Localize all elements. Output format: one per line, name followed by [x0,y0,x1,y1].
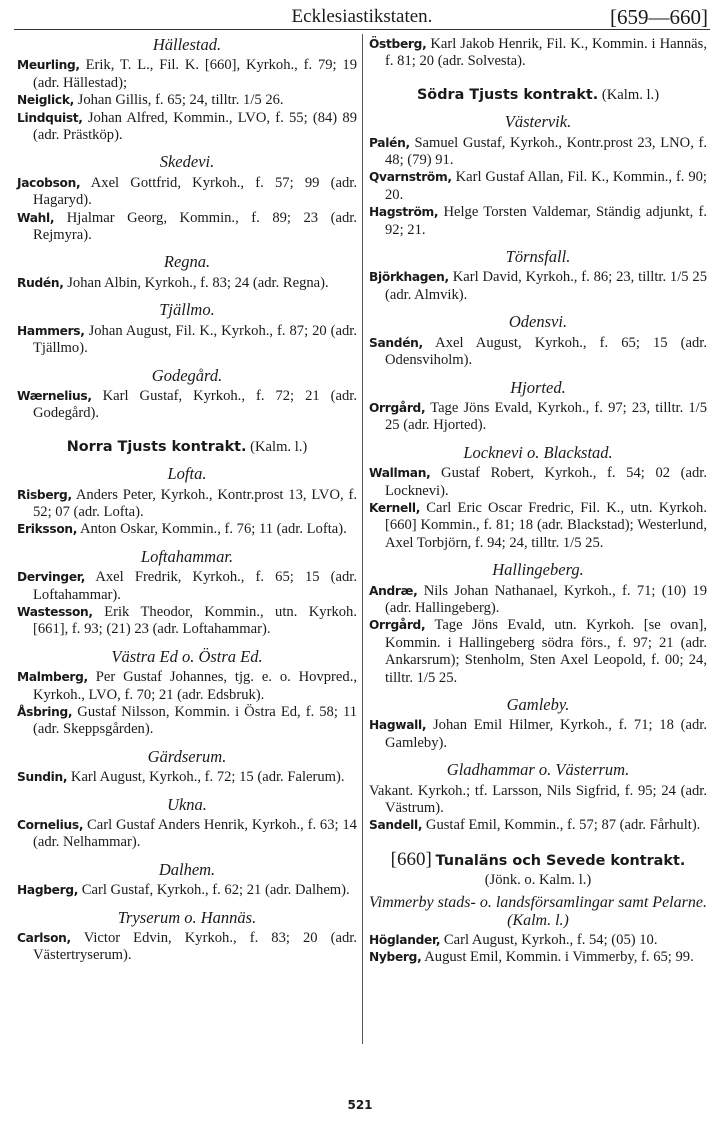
clergy-entry [369,400,707,435]
clergy-name: Dervinger, [17,570,86,585]
clergy-name: Hagström, [369,205,439,220]
clergy-entry [17,110,357,145]
clergy-details: Karl Gustaf, Kyrkoh., f. 72; 21 (adr. Godegård). [33,387,357,422]
clergy-name: Jacobson, [17,175,81,190]
clergy-entry [17,92,357,109]
clergy-entry [17,817,357,852]
parish-heading: Loftahammar. [140,546,234,566]
kontrakt-heading [369,848,707,870]
clergy-entry [369,135,707,170]
page-number: 521 [347,1098,373,1112]
clergy-details: Gustaf Emil, Kommin., f. 57; 87 (adr. Fårhult). [425,817,701,834]
clergy-details: Anders Peter, Kyrkoh., Kontr.prost 13, LVO, f. 52; 07 (adr. Lofta). [33,486,357,520]
clergy-details: Erik, T. L., Fil. K. [660], Kyrkoh., f. 79; 19 (adr. Hällestad); [33,57,357,91]
clergy-name: Orrgård, [369,400,426,415]
clergy-name: Cornelius, [17,818,84,833]
clergy-name: Eriksson, [17,522,78,537]
right-column [369,36,707,966]
clergy-name: Björkhagen, [369,270,449,285]
clergy-entry [369,717,707,752]
running-title: Ecklesiastikstaten. [291,6,433,27]
clergy-name: Wærnelius, [17,388,92,403]
clergy-name: Åsbring, [17,705,73,719]
clergy-details: Johan Gillis, f. 65; 24, tilltr. 1/5 26. [77,92,284,109]
parish-heading: Gärdserum. [147,746,227,766]
kontrakt-heading [17,439,357,456]
clergy-entry [369,169,707,204]
clergy-name: Carlson, [17,931,71,946]
clergy-entry [17,604,357,639]
clergy-details: Tage Jöns Evald, utn. Kyrkoh. [se ovan], Kommin. i Hallingeberg södra förs., f. 97; 21 (adr. Ankarsrum); Stenholm, Sten Axel Leopold, f. 00; 24, tilltr. 1/5 25. [385,617,708,686]
clergy-name: Hammers, [17,323,85,338]
clergy-entry [369,783,707,818]
clergy-entry [17,704,357,739]
kontrakt-page-marker: [660] [390,848,432,870]
left-column [17,36,357,965]
clergy-details: Vakant. Kyrkoh.; tf. Larsson, Nils Sigfrid, f. 95; 24 (adr. Västrum). [369,782,707,817]
parish-heading: Dalhem. [158,859,216,879]
clergy-details: Anton Oskar, Kommin., f. 76; 11 (adr. Lofta). [79,521,347,538]
clergy-details: Carl Gustaf Anders Henrik, Kyrkoh., f. 63; 14 (adr. Nelhammar). [33,817,357,851]
clergy-details: Axel August, Kyrkoh., f. 65; 15 (adr. Odensviholm). [385,334,707,369]
clergy-details: Carl Eric Oscar Fredric, Fil. K., utn. Kyrkoh. [660] Kommin., f. 81; 18 (adr. Blackstad); Westerlund, Axel Torbjörn, f. 94; 24, tilltr. 1/5 25. [385,499,707,551]
clergy-name: Wahl, [17,210,55,225]
clergy-entry [17,521,357,538]
clergy-name: Sundin, [17,770,68,785]
clergy-details: Johan Alfred, Kommin., LVO, f. 55; (84) 89 (adr. Prästköp). [33,109,357,144]
clergy-details: Per Gustaf Johannes, tjg. e. o. Hovpred., Kyrkoh., LVO, f. 70; 21 (adr. Edsbruk). [33,669,357,703]
clergy-name: Sandell, [369,818,423,833]
clergy-details: Karl Jakob Henrik, Fil. K., Kommin. i Hannäs, f. 81; 20 (adr. Solvesta). [385,36,707,70]
parish-heading: Gladhammar o. Västerrum. [446,760,630,780]
clergy-name: Malmberg, [17,670,88,685]
parish-heading: Gamleby. [506,695,570,714]
parish-heading: Skedevi. [159,152,215,172]
clergy-entry [17,275,357,292]
clergy-details: Helge Torsten Valdemar, Ständig adjunkt, f. 92; 21. [385,204,707,238]
kontrakt-county: (Kalm. l.) [250,438,308,455]
page-range: [659—660] [610,5,708,29]
clergy-entry [17,487,357,522]
clergy-details: Hjalmar Georg, Kommin., f. 89; 23 (adr. Rejmyra). [33,209,357,244]
clergy-entry [17,569,357,604]
clergy-name: Meurling, [17,58,80,73]
clergy-entry [369,617,707,687]
parish-heading: Hjorted. [510,377,566,397]
clergy-details: Erik Theodor, Kommin., utn. Kyrkoh. [661], f. 93; (21) 23 (adr. Loftahammar). [33,603,357,638]
kontrakt-title: Tunaläns och Sevede kontrakt. [435,852,686,869]
clergy-entry [369,583,707,618]
clergy-entry [17,323,357,358]
clergy-entry [17,57,357,92]
clergy-details: Tage Jöns Evald, Kyrkoh., f. 97; 23, tilltr. 1/5 25 (adr. Hjorted). [385,399,707,434]
clergy-name: Qvarnström, [369,170,452,185]
section-subtitle: Vimmerby stads- o. landsförsamlingar samt Pelarne. (Kalm. l.) [369,893,707,929]
clergy-name: Rudén, [17,275,64,290]
clergy-name: Sandén, [369,335,423,350]
kontrakt-title: Södra Tjusts kontrakt. [416,86,599,103]
clergy-name: Neiglick, [17,93,74,108]
parish-heading: Tjällmo. [159,300,215,320]
clergy-details: Axel Gottfrid, Kyrkoh., f. 57; 99 (adr. Hagaryd). [33,174,357,209]
parish-heading: Västervik. [504,112,572,132]
clergy-entry [369,335,707,370]
clergy-entry [17,882,357,899]
clergy-name: Hagberg, [17,883,79,898]
clergy-details: Axel Fredrik, Kyrkoh., f. 65; 15 (adr. Loftahammar). [33,569,357,603]
parish-heading: Odensvi. [508,312,568,332]
clergy-entry [369,204,707,239]
parish-heading: Tryserum o. Hannäs. [117,907,257,927]
clergy-details: Nils Johan Nathanael, Kyrkoh., f. 71; (10) 19 (adr. Hallingeberg). [385,582,707,616]
clergy-name: Wastesson, [17,604,93,619]
clergy-entry [369,932,707,949]
clergy-name: Risberg, [17,487,72,502]
parish-heading: Lofta. [167,464,207,484]
clergy-details: Karl Gustaf Allan, Fil. K., Kommin., f. 90; 20. [385,169,707,203]
kontrakt-county: (Jönk. o. Kalm. l.) [484,872,592,889]
clergy-entry [17,388,357,423]
parish-heading: Hallingeberg. [492,560,584,580]
parish-heading: Västra Ed o. Östra Ed. [111,646,263,666]
clergy-name: Andræ, [369,583,418,598]
clergy-name: Wallman, [369,466,431,481]
clergy-details: Karl David, Kyrkoh., f. 86; 23, tilltr. 1/5 25 (adr. Almvik). [385,269,707,303]
kontrakt-county: (Kalm. l.) [601,86,660,103]
clergy-entry [17,930,357,965]
clergy-name: Kernell, [369,500,421,515]
clergy-name: Östberg, [369,37,427,51]
parish-heading: Hällestad. [152,35,222,54]
clergy-details: Samuel Gustaf, Kyrkoh., Kontr.prost 23, LNO, f. 48; (79) 91. [385,134,707,169]
clergy-name: Lindquist, [17,110,83,125]
clergy-details: Carl August, Kyrkoh., f. 54; (05) 10. [443,931,658,948]
clergy-name: Hagwall, [369,718,427,733]
clergy-entry [369,500,707,552]
parish-heading: Ukna. [167,794,207,814]
kontrakt-heading [369,87,707,104]
parish-heading: Törnsfall. [505,247,571,267]
clergy-name: Höglander, [369,932,441,947]
clergy-entry [17,769,357,786]
parish-heading: Locknevi o. Blackstad. [463,442,613,462]
clergy-details: Gustaf Robert, Kyrkoh., f. 54; 02 (adr. Locknevi). [385,465,707,499]
clergy-entry [369,269,707,304]
clergy-entry [369,817,707,834]
page-header [14,5,710,30]
column-divider [362,34,363,1044]
clergy-entry [369,465,707,500]
clergy-details: Gustaf Nilsson, Kommin. i Östra Ed, f. 58; 11 (adr. Skeppsgården). [33,704,357,738]
clergy-entry [369,36,707,71]
clergy-details: Johan Emil Hilmer, Kyrkoh., f. 71; 18 (adr. Gamleby). [385,717,707,751]
kontrakt-title: Norra Tjusts kontrakt. [66,438,247,455]
clergy-entry [369,949,707,966]
clergy-details: August Emil, Kommin. i Vimmerby, f. 65; 99. [424,949,694,966]
clergy-details: Johan August, Fil. K., Kyrkoh., f. 87; 20 (adr. Tjällmo). [33,322,357,357]
clergy-entry [17,175,357,210]
parish-heading: Godegård. [151,365,223,385]
clergy-entry [17,210,357,245]
clergy-name: Nyberg, [369,950,422,965]
parish-heading: Regna. [163,252,211,272]
clergy-entry [17,669,357,704]
clergy-name: Palén, [369,135,410,150]
clergy-name: Orrgård, [369,618,426,633]
clergy-details: Carl Gustaf, Kyrkoh., f. 62; 21 (adr. Dalhem). [81,882,350,899]
clergy-details: Johan Albin, Kyrkoh., f. 83; 24 (adr. Regna). [67,274,329,291]
clergy-details: Karl August, Kyrkoh., f. 72; 15 (adr. Falerum). [70,769,345,786]
clergy-details: Victor Edvin, Kyrkoh., f. 83; 20 (adr. Västertryserum). [33,930,357,964]
